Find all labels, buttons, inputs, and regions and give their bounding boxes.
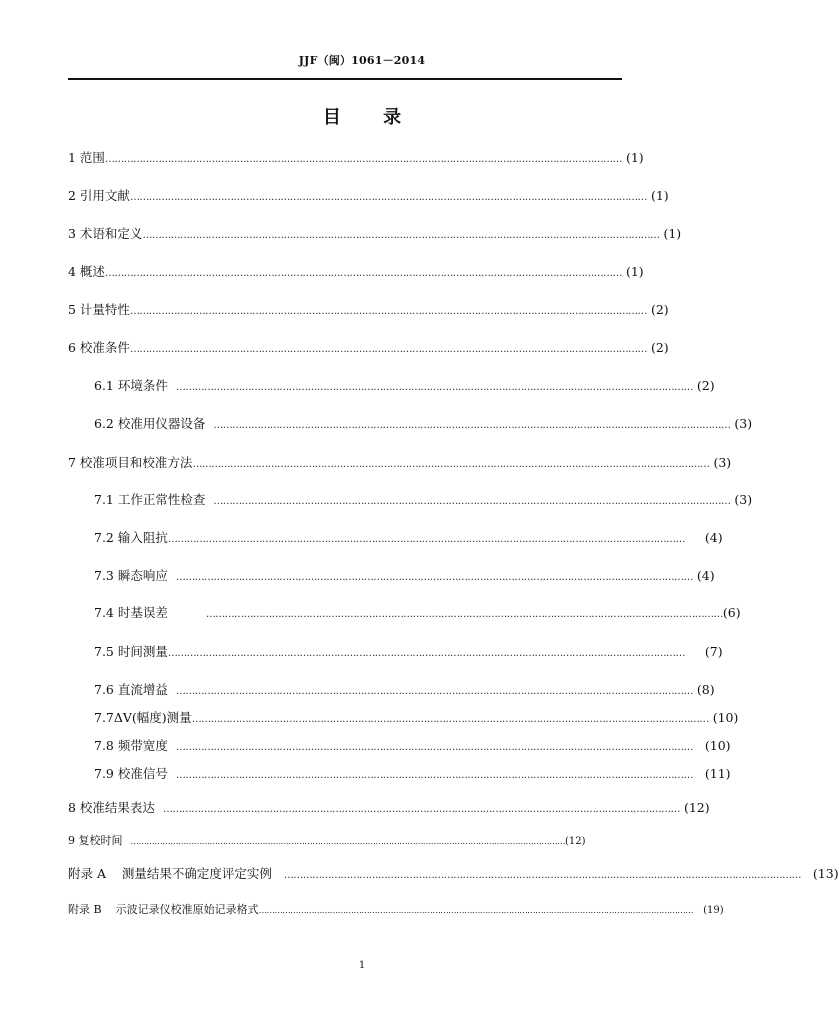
toc-leader-dots: …………………………………………………………………………………………………………………………………………………: [175, 686, 693, 697]
toc-entry-page: (1): [625, 150, 644, 165]
toc-entry-page: (13): [812, 866, 839, 881]
toc-entry-calibration-signal[interactable]: [94, 766, 731, 784]
toc-entry-timebase-error[interactable]: [94, 605, 741, 623]
header-rule: [68, 78, 622, 80]
toc-entry-label: 附录 A 测量结果不确定度评定实例: [68, 866, 272, 881]
toc-entry-page: (1): [650, 188, 669, 203]
toc-entry-page: (12): [565, 836, 586, 847]
toc-entry-calibration-items[interactable]: [68, 455, 732, 473]
toc-entry-label: 附录 B 示波记录仪校准原始记录格式: [68, 903, 259, 916]
toc-entry-page: (3): [734, 492, 753, 507]
toc-entry-label: 9 复校时间: [68, 834, 123, 847]
toc-leader-dots: …………………………………………………………………………………………………………………………………………………: [213, 496, 731, 507]
toc-entry-label: 7.9 校准信号: [94, 766, 168, 781]
page-title: 目 录: [322, 107, 402, 128]
toc-entry-recalibration-interval[interactable]: [68, 833, 586, 850]
toc-entry-label: 7.3 瞬态响应: [94, 568, 168, 583]
toc-leader-dots: …………………………………………………………………………………………………………………………………………………: [129, 306, 647, 317]
toc-leader-dots: …………………………………………………………………………………………………………………………………………………: [192, 459, 710, 470]
toc-entry-page: (4): [696, 568, 715, 583]
toc-entry-label: 7 校准项目和校准方法: [68, 455, 193, 470]
toc-entry-page: (19): [703, 905, 724, 916]
toc-leader-dots: …………………………………………………………………………………………………………………………………………………: [167, 648, 685, 659]
toc-entry-dc-gain[interactable]: [94, 682, 715, 700]
toc-entry-label: 7.8 频带宽度: [94, 738, 168, 753]
toc-entry-label: 7.6 直流增益: [94, 682, 168, 697]
toc-leader-dots: …………………………………………………………………………………………………………………………………………………: [104, 268, 622, 279]
toc-entry-result-expression[interactable]: [68, 800, 710, 818]
toc-leader-dots: …………………………………………………………………………………………………………………………………………………: [191, 714, 709, 725]
toc-leader-dots: …………………………………………………………………………………………………………………………………………………: [130, 837, 566, 847]
toc-entry-appendix-b[interactable]: [68, 902, 724, 919]
toc-leader-dots: …………………………………………………………………………………………………………………………………………………: [175, 770, 693, 781]
toc-entry-scope[interactable]: [68, 150, 644, 168]
toc-entry-page: (10): [704, 738, 731, 753]
toc-leader-dots: …………………………………………………………………………………………………………………………………………………: [129, 344, 647, 355]
toc-entry-page: (2): [650, 302, 669, 317]
toc-leader-dots: …………………………………………………………………………………………………………………………………………………: [175, 572, 693, 583]
toc-entry-overview[interactable]: [68, 264, 644, 282]
toc-entry-page: (1): [625, 264, 644, 279]
toc-entry-label: 6.1 环境条件: [94, 378, 168, 393]
toc-entry-calibration-conditions[interactable]: [68, 340, 669, 358]
toc-entry-terms[interactable]: [68, 226, 682, 244]
toc-entry-page: (4): [704, 530, 723, 545]
toc-entry-references[interactable]: [68, 188, 669, 206]
toc-entry-label: 7.2 输入阻抗: [94, 530, 168, 545]
toc-entry-page: (6): [722, 605, 741, 620]
toc-leader-dots: …………………………………………………………………………………………………………………………………………………: [213, 420, 731, 431]
toc-entry-input-impedance[interactable]: [94, 530, 723, 548]
toc-entry-label: 3 术语和定义: [68, 226, 143, 241]
toc-entry-label: 7.5 时间测量: [94, 644, 168, 659]
toc-entry-page: (2): [650, 340, 669, 355]
toc-entry-label: 2 引用文献: [68, 188, 130, 203]
toc-entry-label: 5 计量特性: [68, 302, 130, 317]
toc-entry-page: (8): [696, 682, 715, 697]
toc-entry-label: 7.1 工作正常性检查: [94, 492, 206, 507]
toc-entry-page: (1): [663, 226, 682, 241]
toc-entry-equipment[interactable]: [94, 416, 753, 434]
toc-leader-dots: …………………………………………………………………………………………………………………………………………………: [175, 382, 693, 393]
toc-entry-label: 1 范围: [68, 150, 105, 165]
toc-leader-dots: …………………………………………………………………………………………………………………………………………………: [142, 230, 660, 241]
toc-entry-time-measurement[interactable]: [94, 644, 723, 662]
toc-entry-page: (12): [683, 800, 710, 815]
toc-entry-normal-operation-check[interactable]: [94, 492, 753, 510]
toc-entry-page: (2): [696, 378, 715, 393]
toc-entry-label: 8 校准结果表达: [68, 800, 155, 815]
toc-entry-label: 7.7ΔV(幅度)测量: [94, 710, 192, 725]
toc-entry-label: 4 概述: [68, 264, 105, 279]
toc-leader-dots: …………………………………………………………………………………………………………………………………………………: [283, 870, 801, 881]
toc-entry-transient-response[interactable]: [94, 568, 715, 586]
toc-leader-dots: …………………………………………………………………………………………………………………………………………………: [104, 154, 622, 165]
toc-entry-page: (10): [712, 710, 739, 725]
toc-leader-dots: …………………………………………………………………………………………………………………………………………………: [175, 742, 693, 753]
page-number: 1: [358, 960, 366, 971]
toc-entry-page: (7): [704, 644, 723, 659]
toc-entry-bandwidth[interactable]: [94, 738, 731, 756]
toc-leader-dots: …………………………………………………………………………………………………………………………………………………: [162, 804, 680, 815]
toc-entry-page: (11): [704, 766, 731, 781]
toc-entry-page: (3): [713, 455, 732, 470]
toc-entry-appendix-a[interactable]: [68, 866, 839, 884]
toc-entry-environment[interactable]: [94, 378, 715, 396]
toc-entry-label: 6 校准条件: [68, 340, 130, 355]
toc-leader-dots: …………………………………………………………………………………………………………………………………………………: [129, 192, 647, 203]
toc-leader-dots: …………………………………………………………………………………………………………………………………………………: [205, 609, 723, 620]
toc-leader-dots: …………………………………………………………………………………………………………………………………………………: [167, 534, 685, 545]
toc-entry-label: 7.4 时基误差: [94, 605, 168, 620]
toc-entry-page: (3): [734, 416, 753, 431]
toc-entry-label: 6.2 校准用仪器设备: [94, 416, 206, 431]
toc-entry-amplitude-measurement[interactable]: [94, 710, 739, 728]
document-code-header: JJF（闽）1061－2014: [298, 54, 426, 67]
toc-entry-metrological-characteristics[interactable]: [68, 302, 669, 320]
toc-leader-dots: …………………………………………………………………………………………………………………………………………………: [258, 906, 694, 916]
